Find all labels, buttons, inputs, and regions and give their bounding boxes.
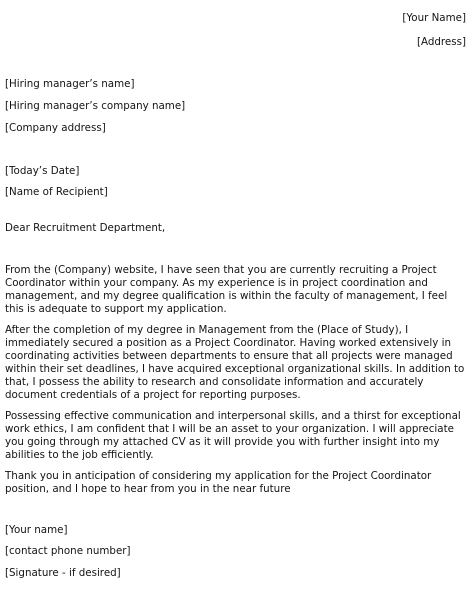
letter-date: [Today’s Date] (5, 165, 80, 177)
paragraph-line: After the completion of my degree in Management from the (Place of Study), I (5, 324, 409, 336)
paragraph-line: Thank you in anticipation of considering my application for the Project Coordinator (5, 470, 432, 482)
sender-name: [Your Name] (402, 12, 466, 24)
paragraph-line: management, and my degree qualification is within the faculty of management, I feel (5, 290, 448, 302)
paragraph-line: work ethics, I am confident that I will be an asset to your organization. I will appreciate (5, 423, 454, 435)
paragraph-line: you going through my attached CV as it will provide you with further insight into my (5, 436, 440, 448)
paragraph-intro (5, 264, 467, 316)
salutation: Dear Recruitment Department, (5, 222, 166, 234)
paragraph-line: this is adequate to support my application. (5, 303, 227, 315)
paragraph-line: Coordinator within your company. As my experience is in project coordination and (5, 277, 428, 289)
paragraph-experience (5, 324, 467, 402)
paragraph-closing (5, 470, 467, 496)
hiring-manager-company: [Hiring manager’s company name] (5, 100, 186, 112)
paragraph-line: position, and I hope to hear from you in the near future (5, 483, 291, 495)
company-address: [Company address] (5, 122, 106, 134)
paragraph-line: Possessing effective communication and interpersonal skills, and a thirst for exceptional (5, 410, 461, 422)
paragraph-line: abilities to the job efficiently. (5, 449, 154, 461)
paragraph-line: immediately secured a position as a Project Coordinator. Having worked extensively in (5, 337, 451, 349)
closing-phone: [contact phone number] (5, 545, 131, 557)
hiring-manager-name: [Hiring manager’s name] (5, 78, 135, 90)
paragraph-line: From the (Company) website, I have seen that you are currently recruiting a Project (5, 264, 437, 276)
paragraph-line: that, I possess the ability to research and consolidate information and accurately (5, 376, 424, 388)
paragraph-line: document credentials of a project for reporting purposes. (5, 389, 301, 401)
closing-name: [Your name] (5, 524, 68, 536)
paragraph-line: within their set deadlines, I have acquired exceptional organizational skills. In addition to (5, 363, 465, 375)
closing-signature: [Signature - if desired] (5, 567, 121, 579)
recipient-name: [Name of Recipient] (5, 186, 108, 198)
sender-address: [Address] (416, 36, 466, 48)
paragraph-skills (5, 410, 467, 462)
paragraph-line: coordinating activities between departments to ensure that all projects were managed (5, 350, 453, 362)
